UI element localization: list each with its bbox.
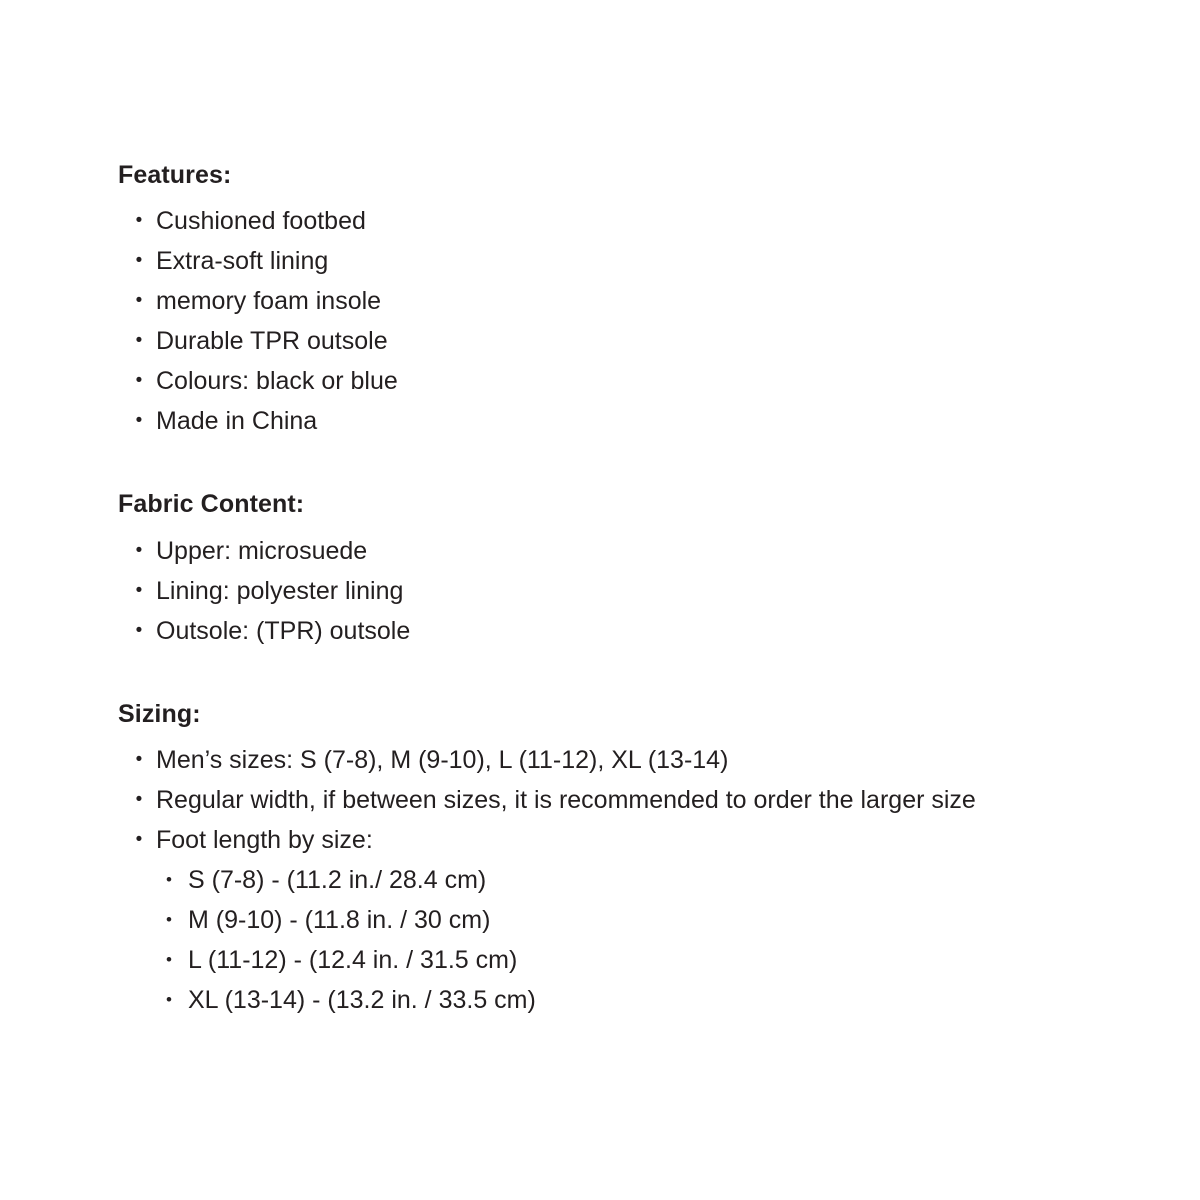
list-item	[118, 201, 1100, 241]
section-heading-fabric-content: Fabric Content:	[118, 490, 305, 519]
bullet-icon: •	[135, 828, 143, 850]
list-item-label: Men’s sizes: S (7-8), M (9-10), L (11-12), XL (13-14)	[156, 745, 729, 774]
bullet-icon: •	[166, 909, 172, 929]
list-item	[118, 900, 1100, 940]
list-item	[118, 820, 1100, 860]
list-item	[118, 321, 1100, 361]
list-item	[118, 611, 1100, 651]
section-heading-sizing: Sizing:	[118, 699, 201, 728]
bullet-icon: •	[135, 539, 143, 561]
list-item-label: Regular width, if between sizes, it is recommended to order the larger size	[156, 785, 976, 814]
list-item-label: Outsole: (TPR) outsole	[156, 616, 411, 645]
list-item-label: Colours: black or blue	[156, 367, 398, 396]
bullet-icon: •	[135, 788, 143, 810]
bullet-icon: •	[166, 949, 172, 969]
bullet-icon: •	[135, 619, 143, 641]
section-fabric-content	[118, 489, 1100, 650]
list-item	[118, 401, 1100, 441]
list-item-label: Made in China	[156, 407, 318, 436]
list-item-label: S (7-8) - (11.2 in./ 28.4 cm)	[188, 865, 487, 894]
list-item	[118, 940, 1100, 980]
list-item	[118, 740, 1100, 780]
bullet-icon: •	[166, 989, 172, 1009]
list-item	[118, 241, 1100, 281]
list-item	[118, 780, 1100, 820]
section-sizing	[118, 699, 1100, 1020]
bullet-icon: •	[135, 250, 143, 272]
list-item	[118, 980, 1100, 1020]
foot-length-sublist	[118, 860, 1100, 1020]
fabric-content-list	[118, 531, 1100, 651]
list-item-label: Foot length by size:	[156, 825, 373, 854]
list-item-label: Durable TPR outsole	[156, 327, 388, 356]
list-item	[118, 531, 1100, 571]
list-item	[118, 361, 1100, 401]
list-item-label: memory foam insole	[156, 287, 382, 316]
bullet-icon: •	[135, 330, 143, 352]
section-heading-features: Features:	[118, 161, 232, 189]
list-item-label: Cushioned footbed	[156, 207, 366, 236]
bullet-icon: •	[135, 579, 143, 601]
list-item	[118, 571, 1100, 611]
list-item-label: Lining: polyester lining	[156, 576, 404, 605]
bullet-icon: •	[135, 748, 143, 770]
list-item-label: Upper: microsuede	[156, 536, 368, 565]
list-item	[118, 860, 1100, 900]
list-item-label: XL (13-14) - (13.2 in. / 33.5 cm)	[188, 985, 536, 1014]
bullet-icon: •	[135, 290, 143, 312]
list-item-label: M (9-10) - (11.8 in. / 30 cm)	[188, 905, 491, 934]
section-features	[118, 160, 1100, 441]
bullet-icon: •	[135, 370, 143, 392]
sizing-list	[118, 740, 1100, 860]
list-item	[118, 281, 1100, 321]
list-item-label: L (11-12) - (12.4 in. / 31.5 cm)	[188, 945, 518, 974]
features-list	[118, 201, 1100, 441]
bullet-icon: •	[166, 869, 172, 889]
list-item-label: Extra-soft lining	[156, 247, 329, 276]
bullet-icon: •	[135, 410, 143, 432]
bullet-icon: •	[135, 210, 143, 232]
